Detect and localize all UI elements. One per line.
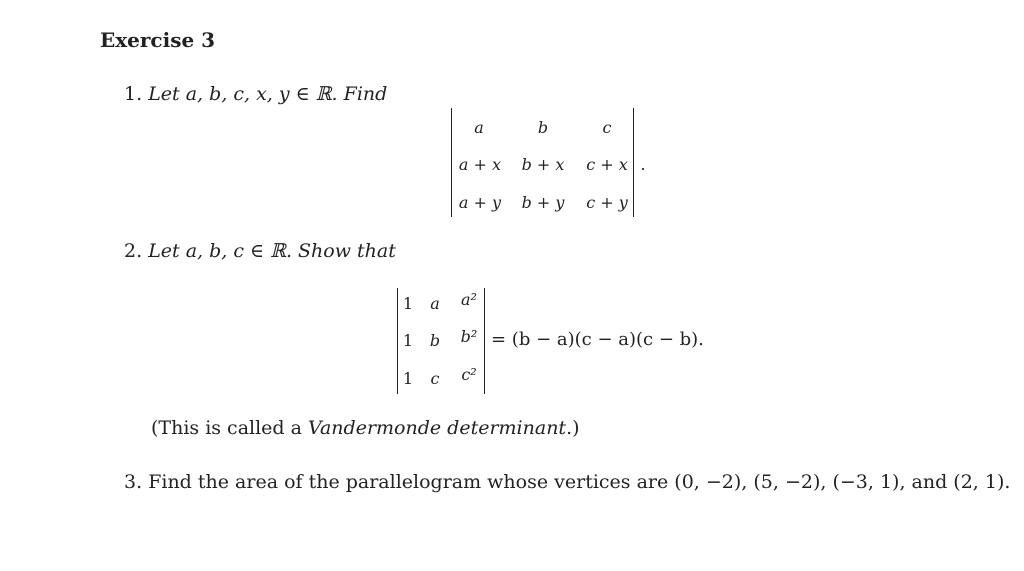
det1-cell: c + x	[586, 155, 628, 174]
det1-cell: a	[474, 118, 484, 137]
det2-cell: 1	[402, 294, 414, 313]
det1-cell: b + x	[521, 155, 565, 174]
det2-cell: c²	[461, 365, 477, 384]
item-3-number: 3.	[124, 471, 143, 493]
det1-cell: b	[537, 118, 549, 137]
item-3	[124, 471, 1010, 493]
det2-cell: 1	[402, 369, 414, 388]
det2-right-bar	[484, 288, 485, 394]
exercise-title: Exercise 3	[100, 28, 216, 52]
item-2-text: Let a, b, c ∈ ℝ. Show that	[148, 240, 396, 262]
det1-left-bar	[451, 108, 452, 217]
item-2-number: 2.	[124, 240, 143, 262]
det1-right-bar	[633, 108, 634, 217]
det1-trailing-period: .	[640, 155, 646, 174]
item-2-intro	[124, 240, 396, 262]
det2-cell: a²	[461, 290, 477, 309]
det2-cell: c	[430, 369, 440, 388]
det2-cell: b	[429, 331, 441, 350]
det1-cell: c + y	[586, 193, 628, 212]
det1-cell: a + x	[458, 155, 502, 174]
det1-cell: c	[602, 118, 612, 137]
det2-rhs: = (b − a)(c − a)(c − b).	[491, 329, 704, 350]
item-1-number: 1.	[124, 83, 143, 105]
det2-cell: b²	[460, 327, 478, 346]
item-3-text: Find the area of the parallelogram whose vertices are (0, −2), (5, −2), (−3, 1), and (2, 1).	[148, 471, 1011, 493]
det1-cell: a + y	[458, 193, 502, 212]
det2-cell: a	[430, 294, 440, 313]
item-1-text: Let a, b, c, x, y ∈ ℝ. Find	[148, 83, 388, 105]
vandermonde-note: (This is called a Vandermonde determinant.)	[151, 417, 580, 439]
item-1-intro	[124, 83, 387, 105]
vandermonde-term: Vandermonde determinant	[308, 417, 567, 439]
det1-cell: b + y	[521, 193, 565, 212]
det2-left-bar	[397, 288, 398, 394]
det2-cell: 1	[402, 331, 414, 350]
